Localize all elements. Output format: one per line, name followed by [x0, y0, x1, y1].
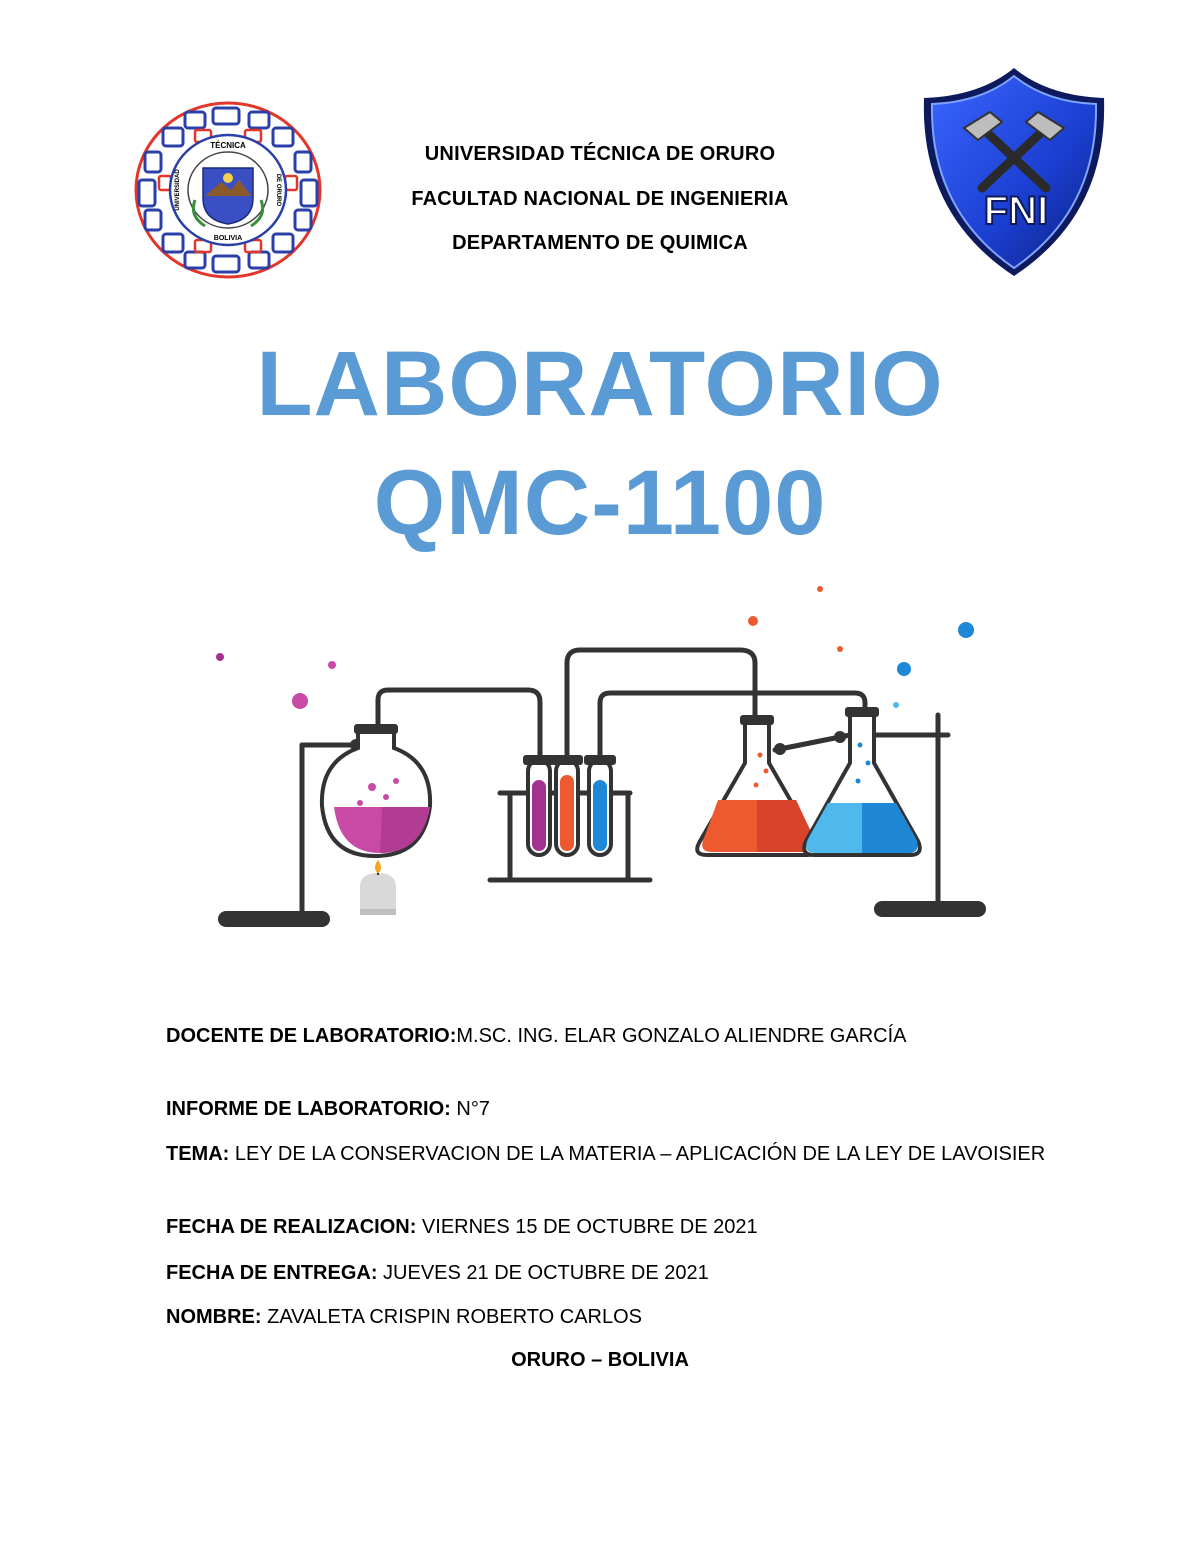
fecha-realizacion-value: VIERNES 15 DE OCTUBRE DE 2021	[416, 1216, 758, 1238]
fecha-entrega-label: FECHA DE ENTREGA:	[166, 1262, 378, 1284]
uto-logo-left-text: UNIVERSIDAD	[175, 169, 181, 211]
informe-label: INFORME DE LABORATORIO:	[166, 1098, 451, 1120]
docente-value: M.SC. ING. ELAR GONZALO ALIENDRE GARCÍA	[456, 1025, 907, 1047]
uto-logo-bottom-text: BOLIVIA	[213, 235, 243, 242]
fecha-entrega-field	[166, 1259, 1046, 1288]
university-name: UNIVERSIDAD TÉCNICA DE ORURO	[424, 143, 776, 165]
universidad-tecnica-oruro-logo	[133, 100, 323, 280]
uto-logo-top-text: TÉCNICA	[210, 141, 246, 150]
informe-field	[166, 1095, 1046, 1124]
department-name: DEPARTAMENTO DE QUIMICA	[452, 232, 748, 254]
chemistry-lab-illustration	[210, 575, 1000, 935]
fecha-entrega-value: JUEVES 21 DE OCTUBRE DE 2021	[377, 1262, 709, 1284]
nombre-label: NOMBRE:	[166, 1306, 262, 1328]
fni-logo-text: FNI	[983, 189, 1049, 233]
tema-field	[166, 1140, 1046, 1169]
fni-shield-logo	[918, 64, 1110, 280]
fecha-realizacion-label: FECHA DE REALIZACION:	[166, 1216, 417, 1238]
nombre-value: ZAVALETA CRISPIN ROBERTO CARLOS	[261, 1306, 643, 1328]
title-line-1: LABORATORIO	[256, 333, 944, 435]
tema-value: LEY DE LA CONSERVACION DE LA MATERIA – APLICACIÓN DE LA LEY DE LAVOISIER	[229, 1143, 1046, 1165]
docente-field	[166, 1022, 1046, 1051]
fecha-realizacion-field	[166, 1213, 1046, 1242]
title-line-2: QMC-1100	[373, 452, 827, 554]
faculty-name: FACULTAD NACIONAL DE INGENIERIA	[411, 188, 789, 210]
tema-label: TEMA:	[166, 1143, 230, 1165]
location-footer: ORURO – BOLIVIA	[511, 1349, 689, 1371]
informe-value: N°7	[450, 1098, 490, 1120]
nombre-field	[166, 1303, 1046, 1332]
uto-logo-right-text: DE ORURO	[275, 173, 281, 207]
docente-label: DOCENTE DE LABORATORIO:	[166, 1025, 457, 1047]
